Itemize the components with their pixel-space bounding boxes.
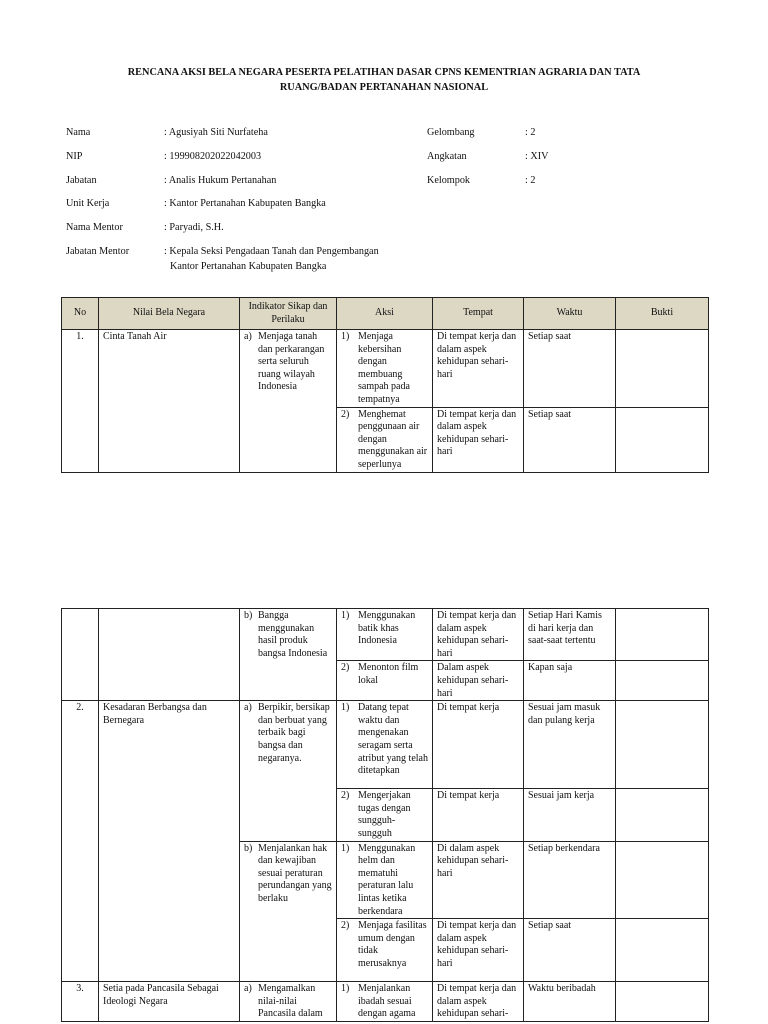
- indikator-cell: [240, 701, 337, 841]
- aksi-cell: [337, 982, 433, 1022]
- aksi-cell: [337, 701, 433, 789]
- action-plan-table-2: [61, 608, 709, 1022]
- aksi-text: Menggunakan batik khas Indonesia: [358, 610, 416, 647]
- table-row: [62, 609, 709, 661]
- bukti-cell: [616, 789, 709, 841]
- nip-label: NIP: [66, 151, 83, 162]
- document-title: [60, 66, 708, 95]
- header-bukti: Bukti: [616, 298, 709, 330]
- indikator-text: Mengamalkan nilai-nilai Pancasila dalam: [258, 983, 323, 1020]
- jabatan-value: : Analis Hukum Pertanahan: [164, 175, 277, 186]
- tempat-cell: Di tempat kerja: [433, 701, 524, 789]
- nilai-cell: [99, 609, 240, 701]
- nilai-cell: Kesadaran Berbangsa dan Bernegara: [99, 701, 240, 982]
- aksi-text: Menjalankan ibadah sesuai dengan agama: [358, 983, 416, 1020]
- aksi-text: Menghemat penggunaan air dengan menggunakan air seperlunya: [358, 408, 428, 470]
- aksi-cell: [337, 919, 433, 982]
- aksi-text: Mengerjakan tugas dengan sungguh-sungguh: [358, 790, 411, 839]
- indikator-text: Menjalankan hak dan kewajiban sesuai peraturan perundangan yang berlaku: [258, 842, 332, 904]
- kelompok-label: Kelompok: [427, 175, 471, 186]
- title-line-1: RENCANA AKSI BELA NEGARA PESERTA PELATIHAN DASAR CPNS KEMENTRIAN AGRARIA DAN TATA: [127, 67, 641, 78]
- nilai-cell: Setia pada Pancasila Sebagai Ideologi Negara: [99, 982, 240, 1022]
- enum-marker: 1): [341, 610, 350, 621]
- header-no: No: [62, 298, 99, 330]
- jabatan-mentor-value-2: Kantor Pertanahan Kabupaten Bangka: [170, 261, 327, 272]
- aksi-text: Menjaga fasilitas umum dengan tidak merusaknya: [358, 920, 427, 969]
- enum-marker: b): [244, 842, 253, 854]
- indikator-cell: [240, 609, 337, 701]
- gelombang-value: : 2: [525, 127, 536, 138]
- table-row: [62, 330, 709, 408]
- waktu-cell: Setiap saat: [524, 407, 616, 472]
- waktu-cell: Sesuai jam kerja: [524, 789, 616, 841]
- waktu-cell: Sesuai jam masuk dan pulang kerja: [524, 701, 616, 789]
- indikator-cell: [240, 330, 337, 473]
- enum-marker: a): [244, 702, 252, 714]
- enum-marker: b): [244, 610, 253, 621]
- enum-marker: a): [244, 983, 252, 995]
- enum-marker: 1): [341, 331, 350, 342]
- tempat-cell: Di tempat kerja dan dalam aspek kehidupan sehari-: [433, 982, 524, 1022]
- row-number: 3.: [62, 982, 99, 1022]
- bukti-cell: [616, 701, 709, 789]
- jabatan-mentor-value-1: : Kepala Seksi Pengadaan Tanah dan Pengembangan: [164, 246, 379, 257]
- indikator-cell: [240, 982, 337, 1022]
- row-number: [62, 609, 99, 701]
- waktu-cell: Setiap saat: [524, 919, 616, 982]
- angkatan-label: Angkatan: [427, 151, 467, 162]
- aksi-cell: [337, 330, 433, 408]
- bukti-cell: [616, 609, 709, 661]
- action-plan-table-1: [61, 297, 709, 473]
- row-number: 1.: [62, 330, 99, 473]
- bukti-cell: [616, 982, 709, 1022]
- nama-value: : Agusiyah Siti Nurfateha: [164, 127, 268, 138]
- enum-marker: 2): [341, 408, 350, 420]
- header-waktu: Waktu: [524, 298, 616, 330]
- enum-marker: 1): [341, 842, 350, 854]
- nama-mentor-label: Nama Mentor: [66, 222, 123, 233]
- table-row: [62, 982, 709, 1022]
- bukti-cell: [616, 841, 709, 919]
- aksi-text: Datang tepat waktu dan mengenakan seragam serta atribut yang telah ditetapkan: [358, 702, 428, 777]
- nama-label: Nama: [66, 127, 91, 138]
- header-tempat: Tempat: [433, 298, 524, 330]
- unit-kerja-value: : Kantor Pertanahan Kabupaten Bangka: [164, 198, 326, 209]
- header-indikator: Indikator Sikap dan Perilaku: [240, 298, 337, 330]
- tempat-cell: Dalam aspek kehidupan sehari-hari: [433, 661, 524, 701]
- indikator-text: Bangga menggunakan hasil produk bangsa Indonesia: [258, 610, 328, 659]
- indikator-text: Berpikir, bersikap dan berbuat yang terbaik bagi bangsa dan negaranya.: [258, 702, 330, 764]
- aksi-cell: [337, 407, 433, 472]
- bukti-cell: [616, 919, 709, 982]
- angkatan-value: : XIV: [525, 151, 549, 162]
- bukti-cell: [616, 407, 709, 472]
- aksi-cell: [337, 789, 433, 841]
- row-number: 2.: [62, 701, 99, 982]
- jabatan-label: Jabatan: [66, 175, 97, 186]
- enum-marker: 1): [341, 983, 350, 995]
- aksi-text: Menonton film lokal: [358, 662, 419, 686]
- enum-marker: 2): [341, 662, 350, 674]
- header-nilai: Nilai Bela Negara: [99, 298, 240, 330]
- bukti-cell: [616, 330, 709, 408]
- nip-value: : 199908202022042003: [164, 151, 262, 162]
- kelompok-value: : 2: [525, 175, 536, 186]
- tempat-cell: Di tempat kerja dan dalam aspek kehidupan sehari-hari: [433, 407, 524, 472]
- tempat-cell: Di tempat kerja dan dalam aspek kehidupan sehari-hari: [433, 609, 524, 661]
- tempat-cell: Di tempat kerja: [433, 789, 524, 841]
- aksi-cell: [337, 841, 433, 919]
- indikator-cell: [240, 841, 337, 982]
- tempat-cell: Di tempat kerja dan dalam aspek kehidupan sehari-hari: [433, 330, 524, 408]
- jabatan-mentor-label: Jabatan Mentor: [66, 246, 130, 257]
- waktu-cell: Waktu beribadah: [524, 982, 616, 1022]
- tempat-cell: Di tempat kerja dan dalam aspek kehidupan sehari-hari: [433, 919, 524, 982]
- title-line-2: RUANG/BADAN PERTANAHAN NASIONAL: [279, 81, 489, 93]
- unit-kerja-label: Unit Kerja: [66, 198, 110, 209]
- gelombang-label: Gelombang: [427, 127, 475, 138]
- enum-marker: 2): [341, 920, 350, 932]
- aksi-cell: [337, 609, 433, 661]
- waktu-cell: Setiap berkendara: [524, 841, 616, 919]
- nama-mentor-value: : Paryadi, S.H.: [164, 222, 224, 233]
- aksi-text: Menjaga kebersihan dengan membuang sampah pada tempatnya: [358, 331, 410, 405]
- tempat-cell: Di dalam aspek kehidupan sehari-hari: [433, 841, 524, 919]
- indikator-text: Menjaga tanah dan perkarangan serta seluruh ruang wilayah Indonesia: [258, 331, 325, 393]
- bukti-cell: [616, 661, 709, 701]
- enum-marker: a): [244, 331, 252, 342]
- header-aksi: Aksi: [337, 298, 433, 330]
- aksi-text: Menggunakan helm dan mematuhi peraturan lalu lintas ketika berkendara: [358, 842, 416, 917]
- aksi-cell: [337, 661, 433, 701]
- waktu-cell: Setiap saat: [524, 330, 616, 408]
- table-row: [62, 701, 709, 789]
- enum-marker: 1): [341, 702, 350, 714]
- nilai-cell: Cinta Tanah Air: [99, 330, 240, 473]
- waktu-cell: Setiap Hari Kamis di hari kerja dan saat-saat tertentu: [524, 609, 616, 661]
- enum-marker: 2): [341, 790, 350, 802]
- table-header-row: [62, 298, 709, 330]
- waktu-cell: Kapan saja: [524, 661, 616, 701]
